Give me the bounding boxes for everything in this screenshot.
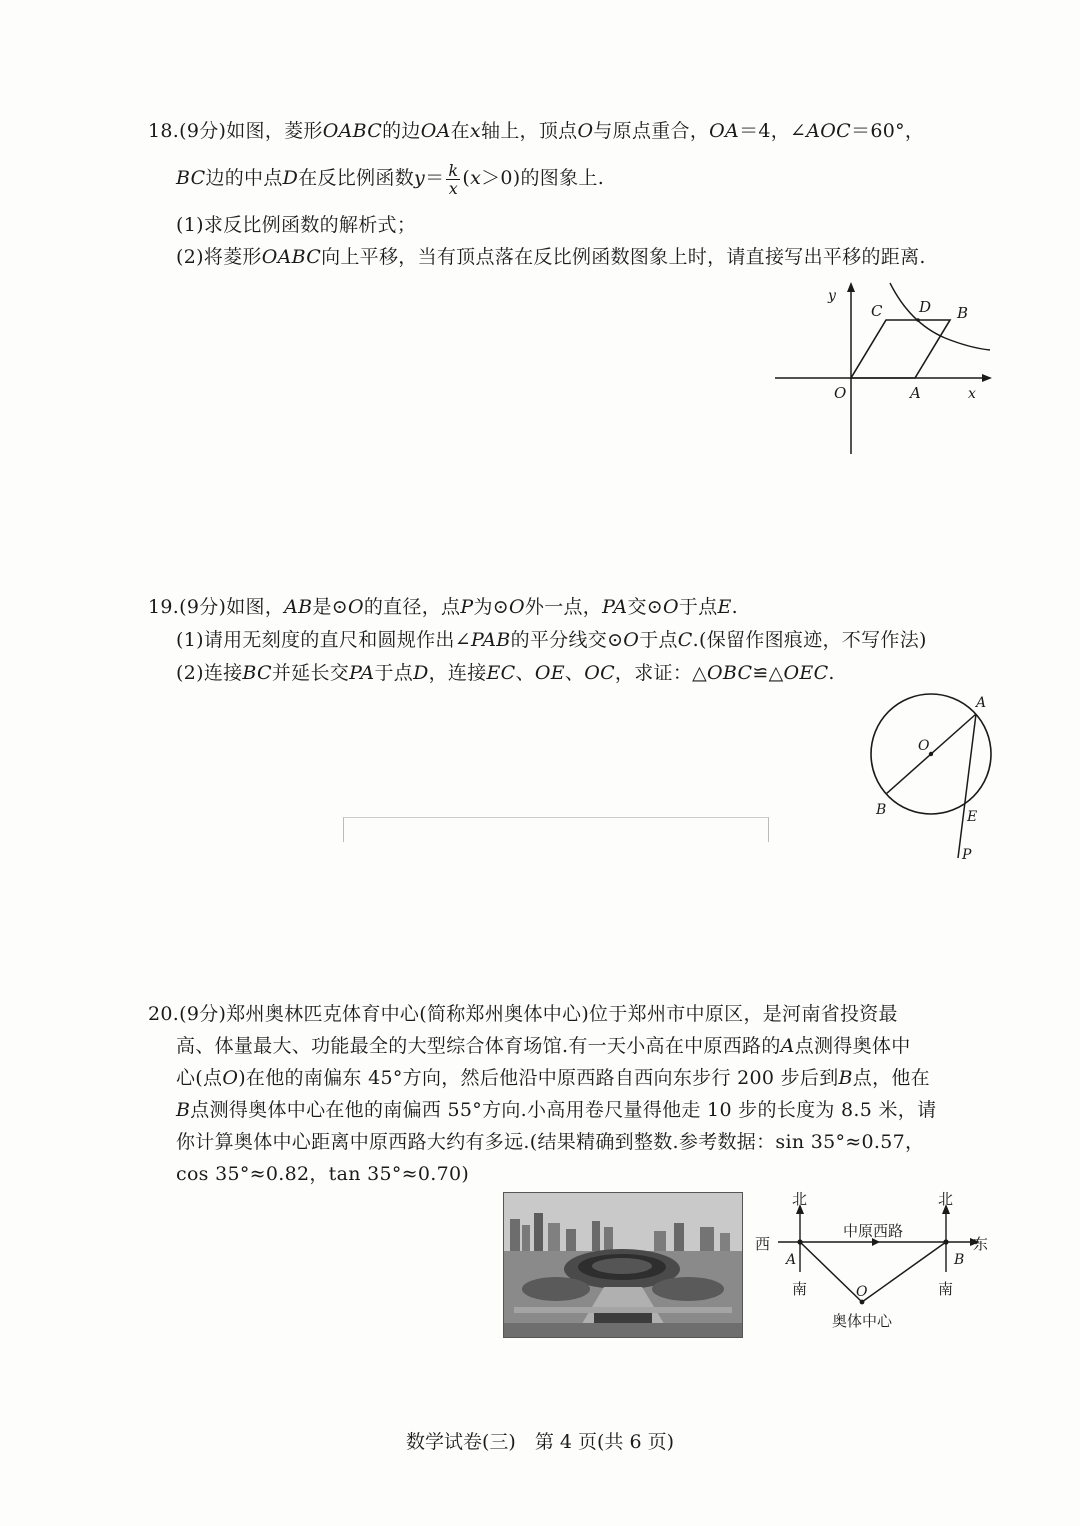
q20-line1: 20.(9分)郑州奥林匹克体育中心(简称郑州奥体中心)位于郑州市中原区，是河南省投资最 [148,1003,898,1025]
point-E-label: E [967,809,978,825]
point-D-label: D [919,298,932,316]
center-label: 奥体中心 [832,1312,893,1330]
north-label-a: 北 [792,1190,808,1208]
q19-line1: 19.(9分)如图，AB是⊙O的直径，点P为⊙O外一点，PA交⊙O于点E. [148,596,739,618]
west-label: 西 [755,1235,771,1253]
road-label: 中原西路 [843,1222,904,1240]
point-A-label: A [786,1252,797,1268]
q20-line3: 心(点O)在他的南偏东 45°方向，然后他沿中原西路自西向东步行 200 步后到B点，他在 [176,1067,930,1089]
q19-part1: (1)请用无刻度的直尺和圆规作出∠PAB的平分线交⊙O于点C.(保留作图痕迹，不写作法) [176,629,927,651]
point-B-label: B [876,802,887,818]
north-label-b: 北 [938,1190,954,1208]
south-label-a: 南 [792,1280,808,1298]
south-label-b: 南 [938,1280,954,1298]
scan-artifact-box [343,817,769,842]
y-axis-label: y [828,288,836,304]
point-C-label: C [871,302,883,320]
east-label: 东 [973,1235,989,1253]
q18-line2: BC边的中点D在反比例函数y＝ $\frac{k}{x}$ (x＞0)的图象上. [176,160,605,198]
x-axis-label: x [968,386,976,402]
fraction-k-over-x: $\frac{k}{x}$ [448,160,459,198]
point-B-label: B [957,304,969,322]
stadium-photo [503,1192,743,1338]
point-O-label: O [918,738,930,754]
q18-part1: (1)求反比例函数的解析式； [176,214,417,236]
q19-circle-figure [860,690,1010,870]
point-O-label: O [834,384,847,402]
point-A-label: A [976,695,987,711]
q20-direction-figure [750,1190,1000,1340]
point-P-label: P [962,847,972,863]
point-O-label: O [856,1284,868,1300]
q20-line4: B点测得奥体中心在他的南偏西 55°方向.小高用卷尺量得他走 10 步的长度为 8.5 米，请 [176,1099,937,1121]
point-A-label: A [910,384,921,402]
point-B-label: B [954,1252,965,1268]
q18-part2: (2)将菱形OABC向上平移，当有顶点落在反比例函数图象上时，请直接写出平移的距离. [176,246,926,268]
q18-line1: 18.(9分)如图，菱形OABC的边OA在x轴上，顶点O与原点重合，OA＝4，∠AOC＝60°， [148,120,925,142]
q20-line5: 你计算奥体中心距离中原西路大约有多远.(结果精确到整数.参考数据：sin 35°≈0.57， [176,1131,925,1153]
q20-line2: 高、体量最大、功能最全的大型综合体育场馆.有一天小高在中原西路的A点测得奥体中 [176,1035,911,1057]
q18-rhombus-figure [770,278,1000,458]
page-footer: 数学试卷(三) 第 4 页(共 6 页) [406,1431,674,1453]
q19-part2: (2)连接BC并延长交PA于点D，连接EC、OE、OC，求证：△OBC≌△OEC. [176,662,835,684]
q20-line6: cos 35°≈0.82，tan 35°≈0.70) [176,1163,470,1185]
